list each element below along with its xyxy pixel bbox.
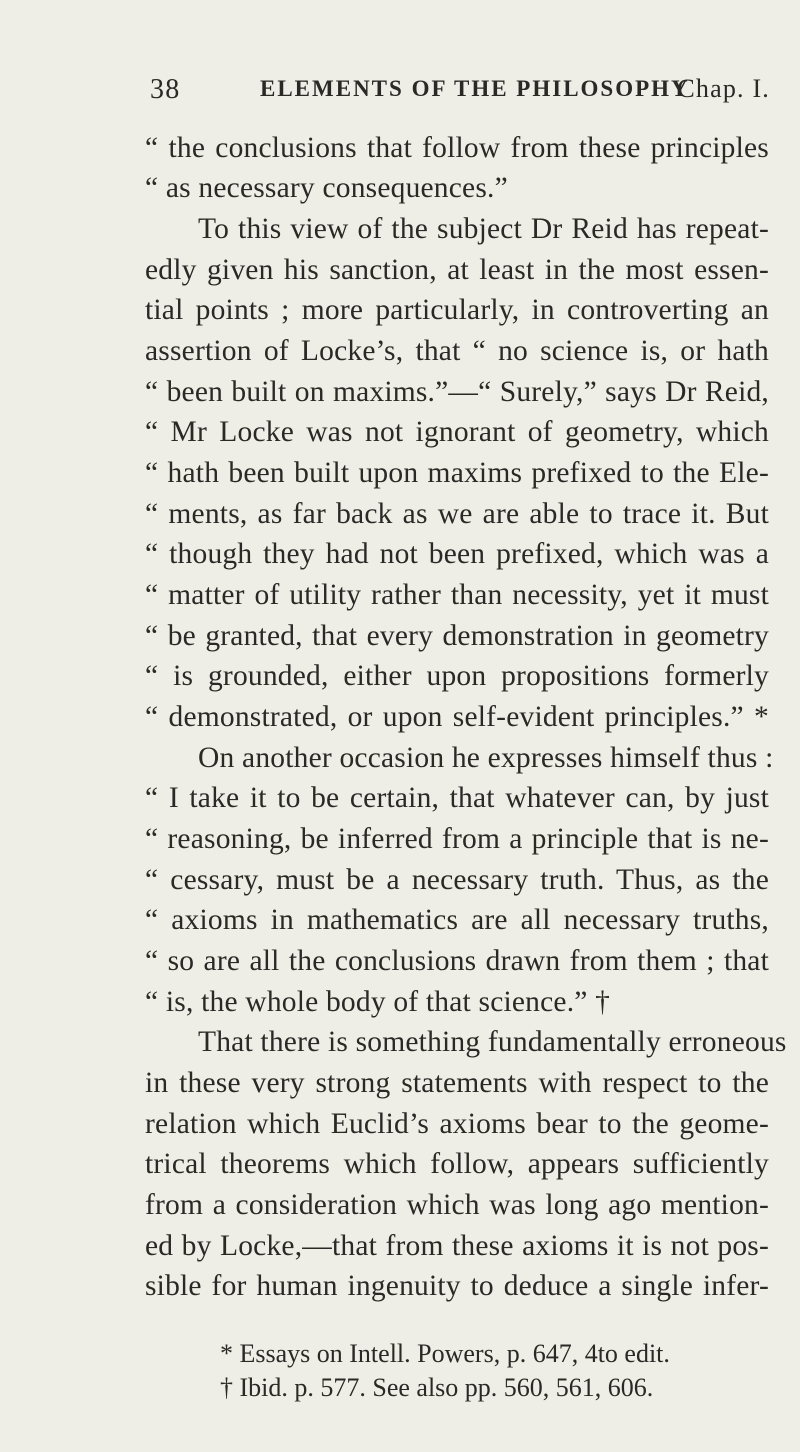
text-line: “ the conclusions that follow from these principles [145, 132, 769, 164]
text-line: assertion of Locke’s, that “ no science is, or hath [145, 335, 769, 367]
text-line: “ though they had not been prefixed, which was a [145, 538, 769, 570]
text-line: from a consideration which was long ago mention- [145, 1189, 769, 1221]
text-line: “ hath been built upon maxims prefixed to the Ele- [145, 457, 769, 489]
text-line: “ as necessary consequences.” [145, 172, 508, 204]
text-line: ed by Locke,—that from these axioms it is not pos- [145, 1230, 769, 1262]
text-line: “ Mr Locke was not ignorant of geometry, which [145, 416, 769, 448]
text-line: “ so are all the conclusions drawn from them ; that [145, 945, 769, 977]
text-line: “ axioms in mathematics are all necessary truths, [145, 904, 769, 936]
running-title: ELEMENTS OF THE PHILOSOPHY [260, 76, 690, 101]
text-line: To this view of the subject Dr Reid has repeat- [198, 213, 769, 245]
text-line: in these very strong statements with respect to the [145, 1067, 769, 1099]
text-line: edly given his sanction, at least in the most essen- [145, 254, 769, 286]
chapter-label: Chap. I. [677, 74, 770, 103]
text-line: “ ments, as far back as we are able to trace it. But [145, 498, 769, 530]
text-line: trical theorems which follow, appears sufficiently [145, 1148, 769, 1180]
page-header [150, 74, 770, 114]
page-number: 38 [150, 74, 181, 105]
text-line: On another occasion he expresses himself thus : [198, 742, 774, 774]
text-line: “ I take it to be certain, that whatever can, by just [145, 782, 769, 814]
text-line: “ demonstrated, or upon self-evident principles.” * [145, 701, 769, 733]
text-line: “ cessary, must be a necessary truth. Thus, as the [145, 864, 769, 896]
text-line: tial points ; more particularly, in controverting an [145, 294, 769, 326]
text-line: “ be granted, that every demonstration in geometry [145, 620, 769, 652]
text-line: “ reasoning, be inferred from a principle that is ne- [145, 823, 769, 855]
text-line: “ is, the whole body of that science.” † [145, 986, 611, 1018]
text-line: “ been built on maxims.”—“ Surely,” says Dr Reid, [145, 376, 769, 408]
text-line: “ matter of utility rather than necessity, yet it must [145, 579, 769, 611]
footnote: † Ibid. p. 577. See also pp. 560, 561, 606. [220, 1373, 654, 1402]
text-line: sible for human ingenuity to deduce a single infer- [145, 1270, 769, 1302]
text-line: That there is something fundamentally erroneous [198, 1026, 787, 1058]
footnote: * Essays on Intell. Powers, p. 647, 4to edit. [220, 1339, 670, 1368]
text-line: relation which Euclid’s axioms bear to the geome- [145, 1108, 769, 1140]
text-line: “ is grounded, either upon propositions formerly [145, 660, 769, 692]
